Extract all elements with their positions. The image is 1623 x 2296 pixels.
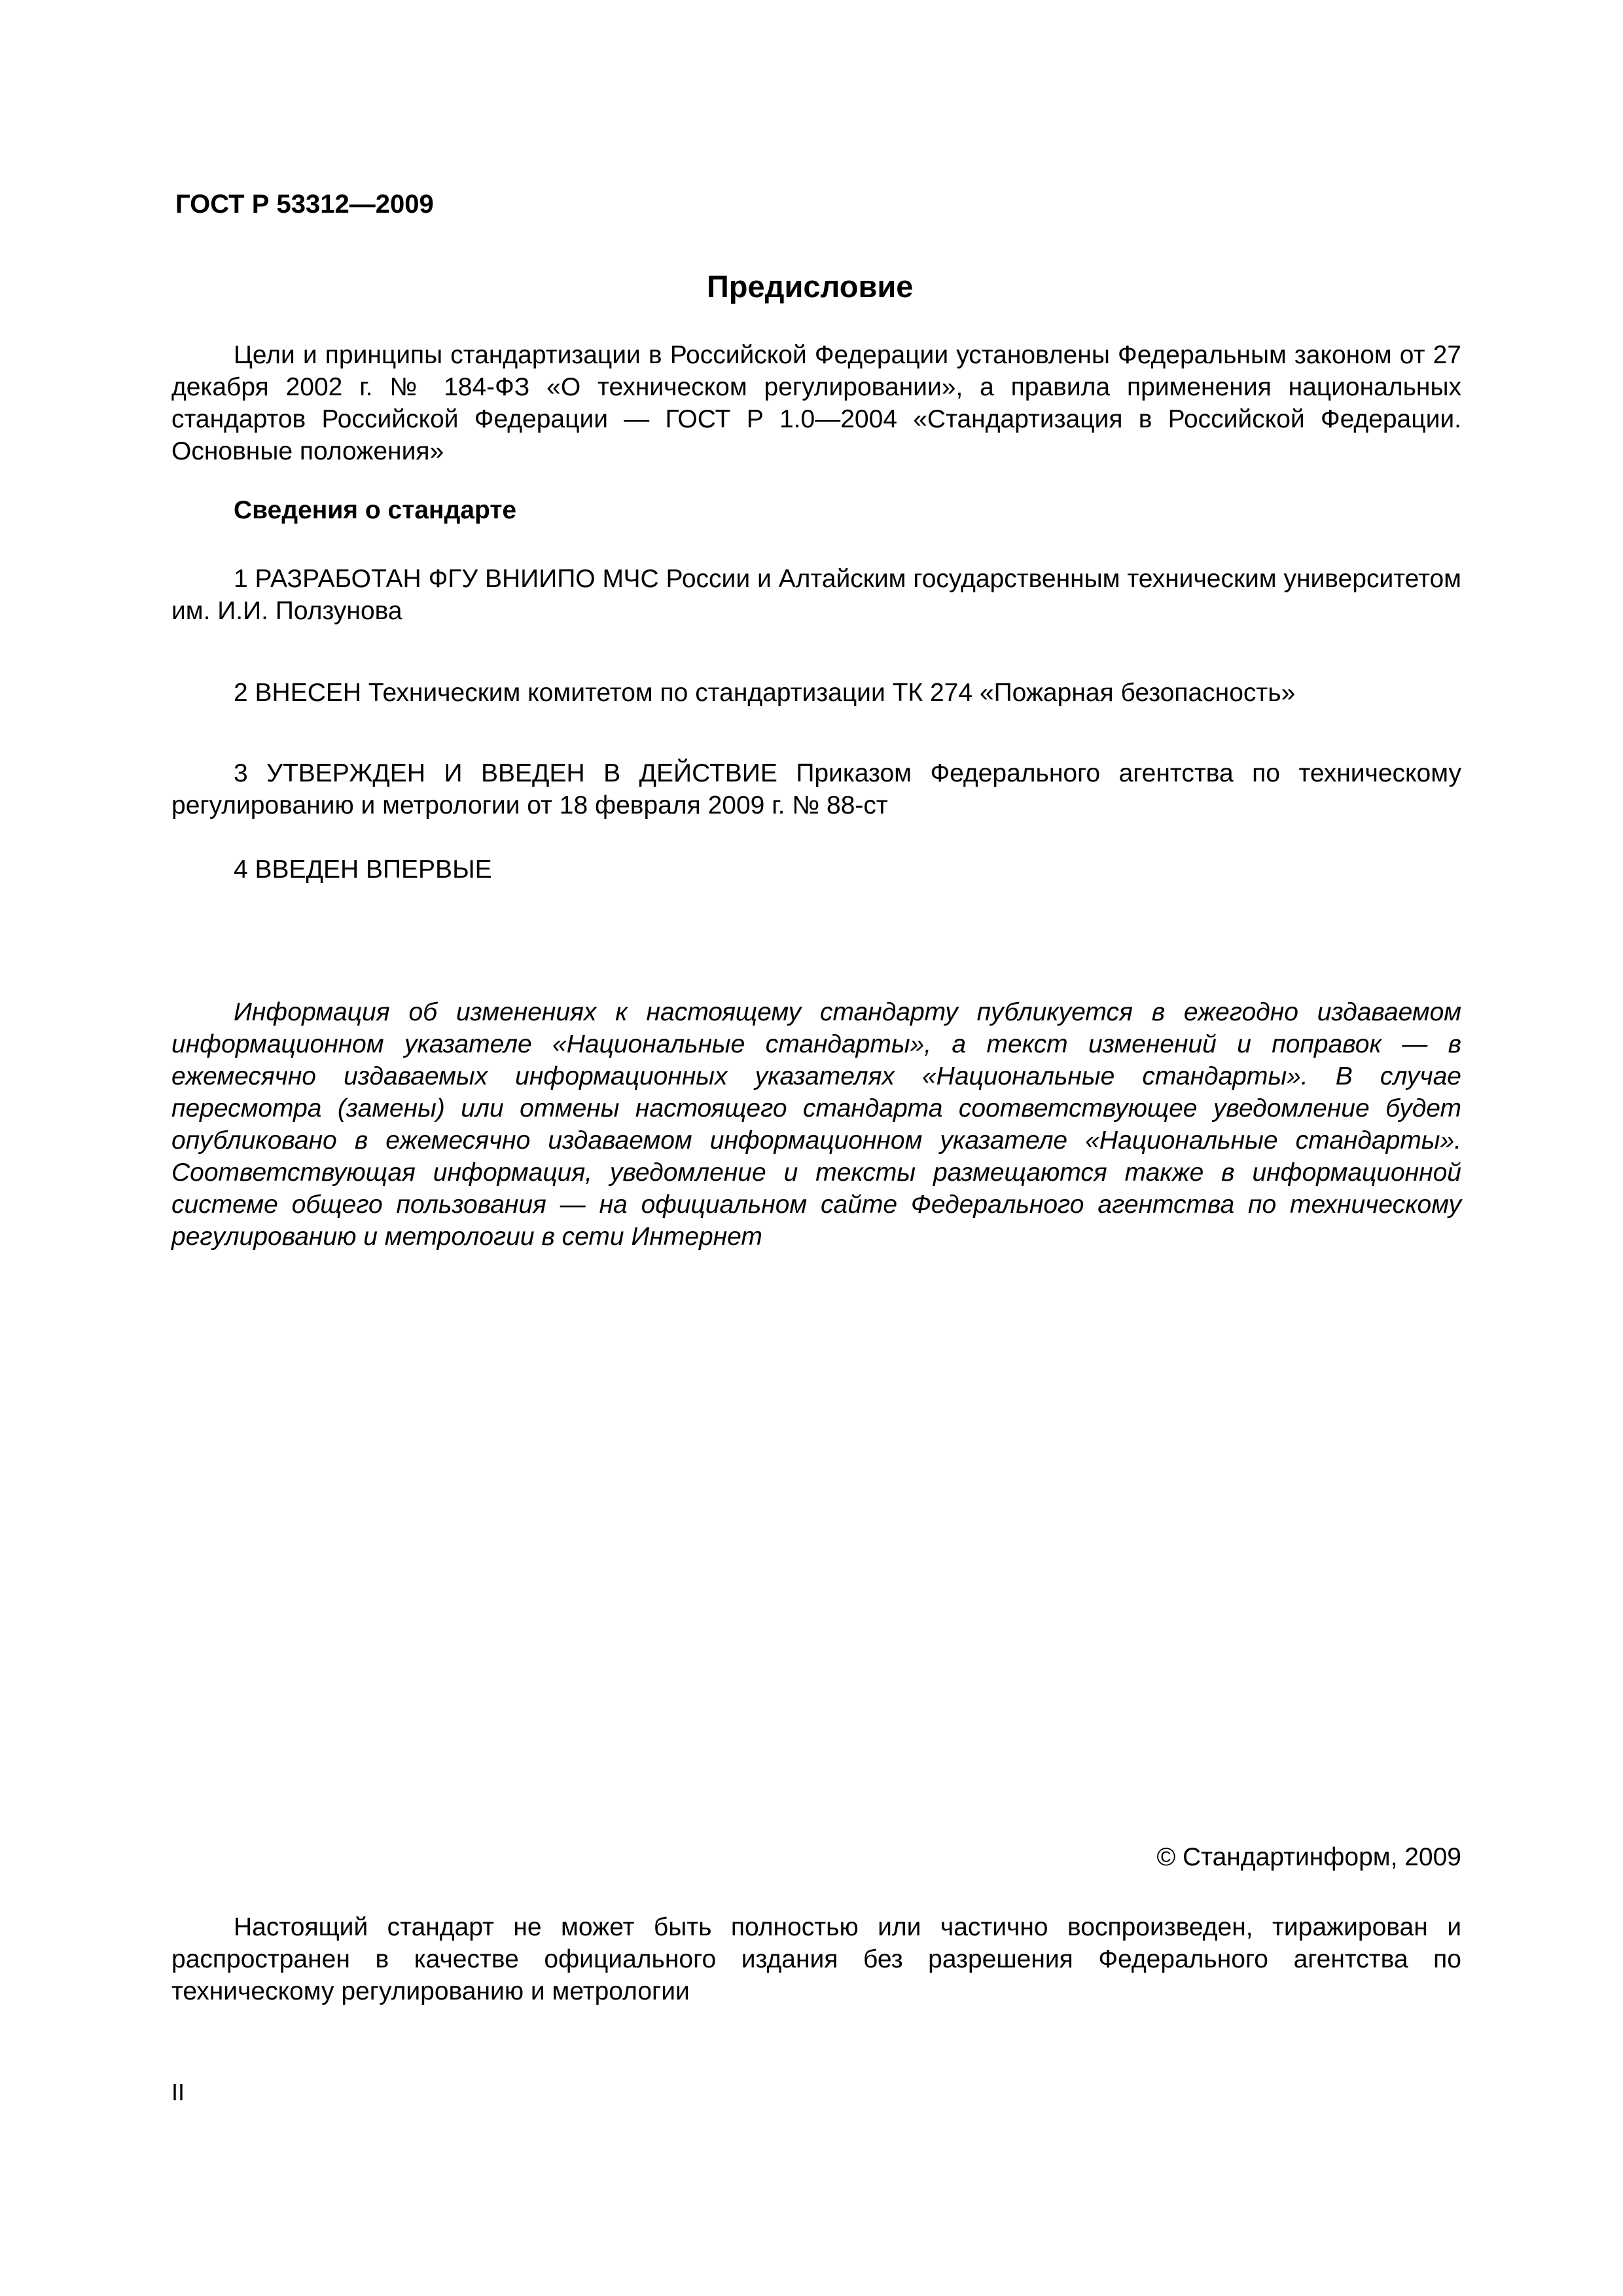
info-item-introduced: 2 ВНЕСЕН Техническим комитетом по стандартизации ТК 274 «Пожарная безопасность»	[234, 679, 1296, 707]
info-item-first-introduced: 4 ВВЕДЕН ВПЕРВЫЕ	[234, 855, 492, 884]
copyright-line: © Стандартинформ, 2009	[1156, 1843, 1461, 1871]
page-title: Предисловие	[707, 269, 914, 304]
document-code: ГОСТ Р 53312—2009	[175, 190, 434, 219]
page-number: II	[171, 2079, 185, 2106]
changes-notice: Информация об изменениях к настоящему стандарту публикуется в ежегодно издаваемом информационном указателе «Национальные стандарты», а текст изменений и поправок — в ежемесячно издаваемых информационных указателях «Национальные стандарты». В случае пересмотра (замены) или отмены настоящего стандарта соответствующее уведомление будет опубликовано в ежемесячно издаваемом информационном указателе «Национальные стандарты». Соответствующая информация, уведомление и тексты размещаются также в информационной системе общего пользования — на официальном сайте Федерального агентства по техническому регулированию и метрологии в сети Интернет	[171, 998, 1461, 1251]
standard-info-heading: Сведения о стандарте	[234, 496, 517, 524]
info-item-developed: 1 РАЗРАБОТАН ФГУ ВНИИПО МЧС России и Алтайским государственным техническим университетом им. И.И. Ползунова	[171, 565, 1461, 625]
rights-notice: Настоящий стандарт не может быть полностью или частично воспроизведен, тиражирован и распространен в качестве официального издания без разрешения Федерального агентства по техническому регулированию и метрологии	[171, 1913, 1461, 2005]
info-item-approved: 3 УТВЕРЖДЕН И ВВЕДЕН В ДЕЙСТВИЕ Приказом Федерального агентства по техническому регулированию и метрологии от 18 февраля 2009 г. № 88-ст	[171, 759, 1461, 819]
intro-paragraph: Цели и принципы стандартизации в Российской Федерации установлены Федеральным законом от 27 декабря 2002 г. № 184-ФЗ «О техническом регулировании», а правила применения национальных стандартов Российской Федерации — ГОСТ Р 1.0—2004 «Стандартизация в Российской Федерации. Основные положения»	[171, 341, 1461, 465]
